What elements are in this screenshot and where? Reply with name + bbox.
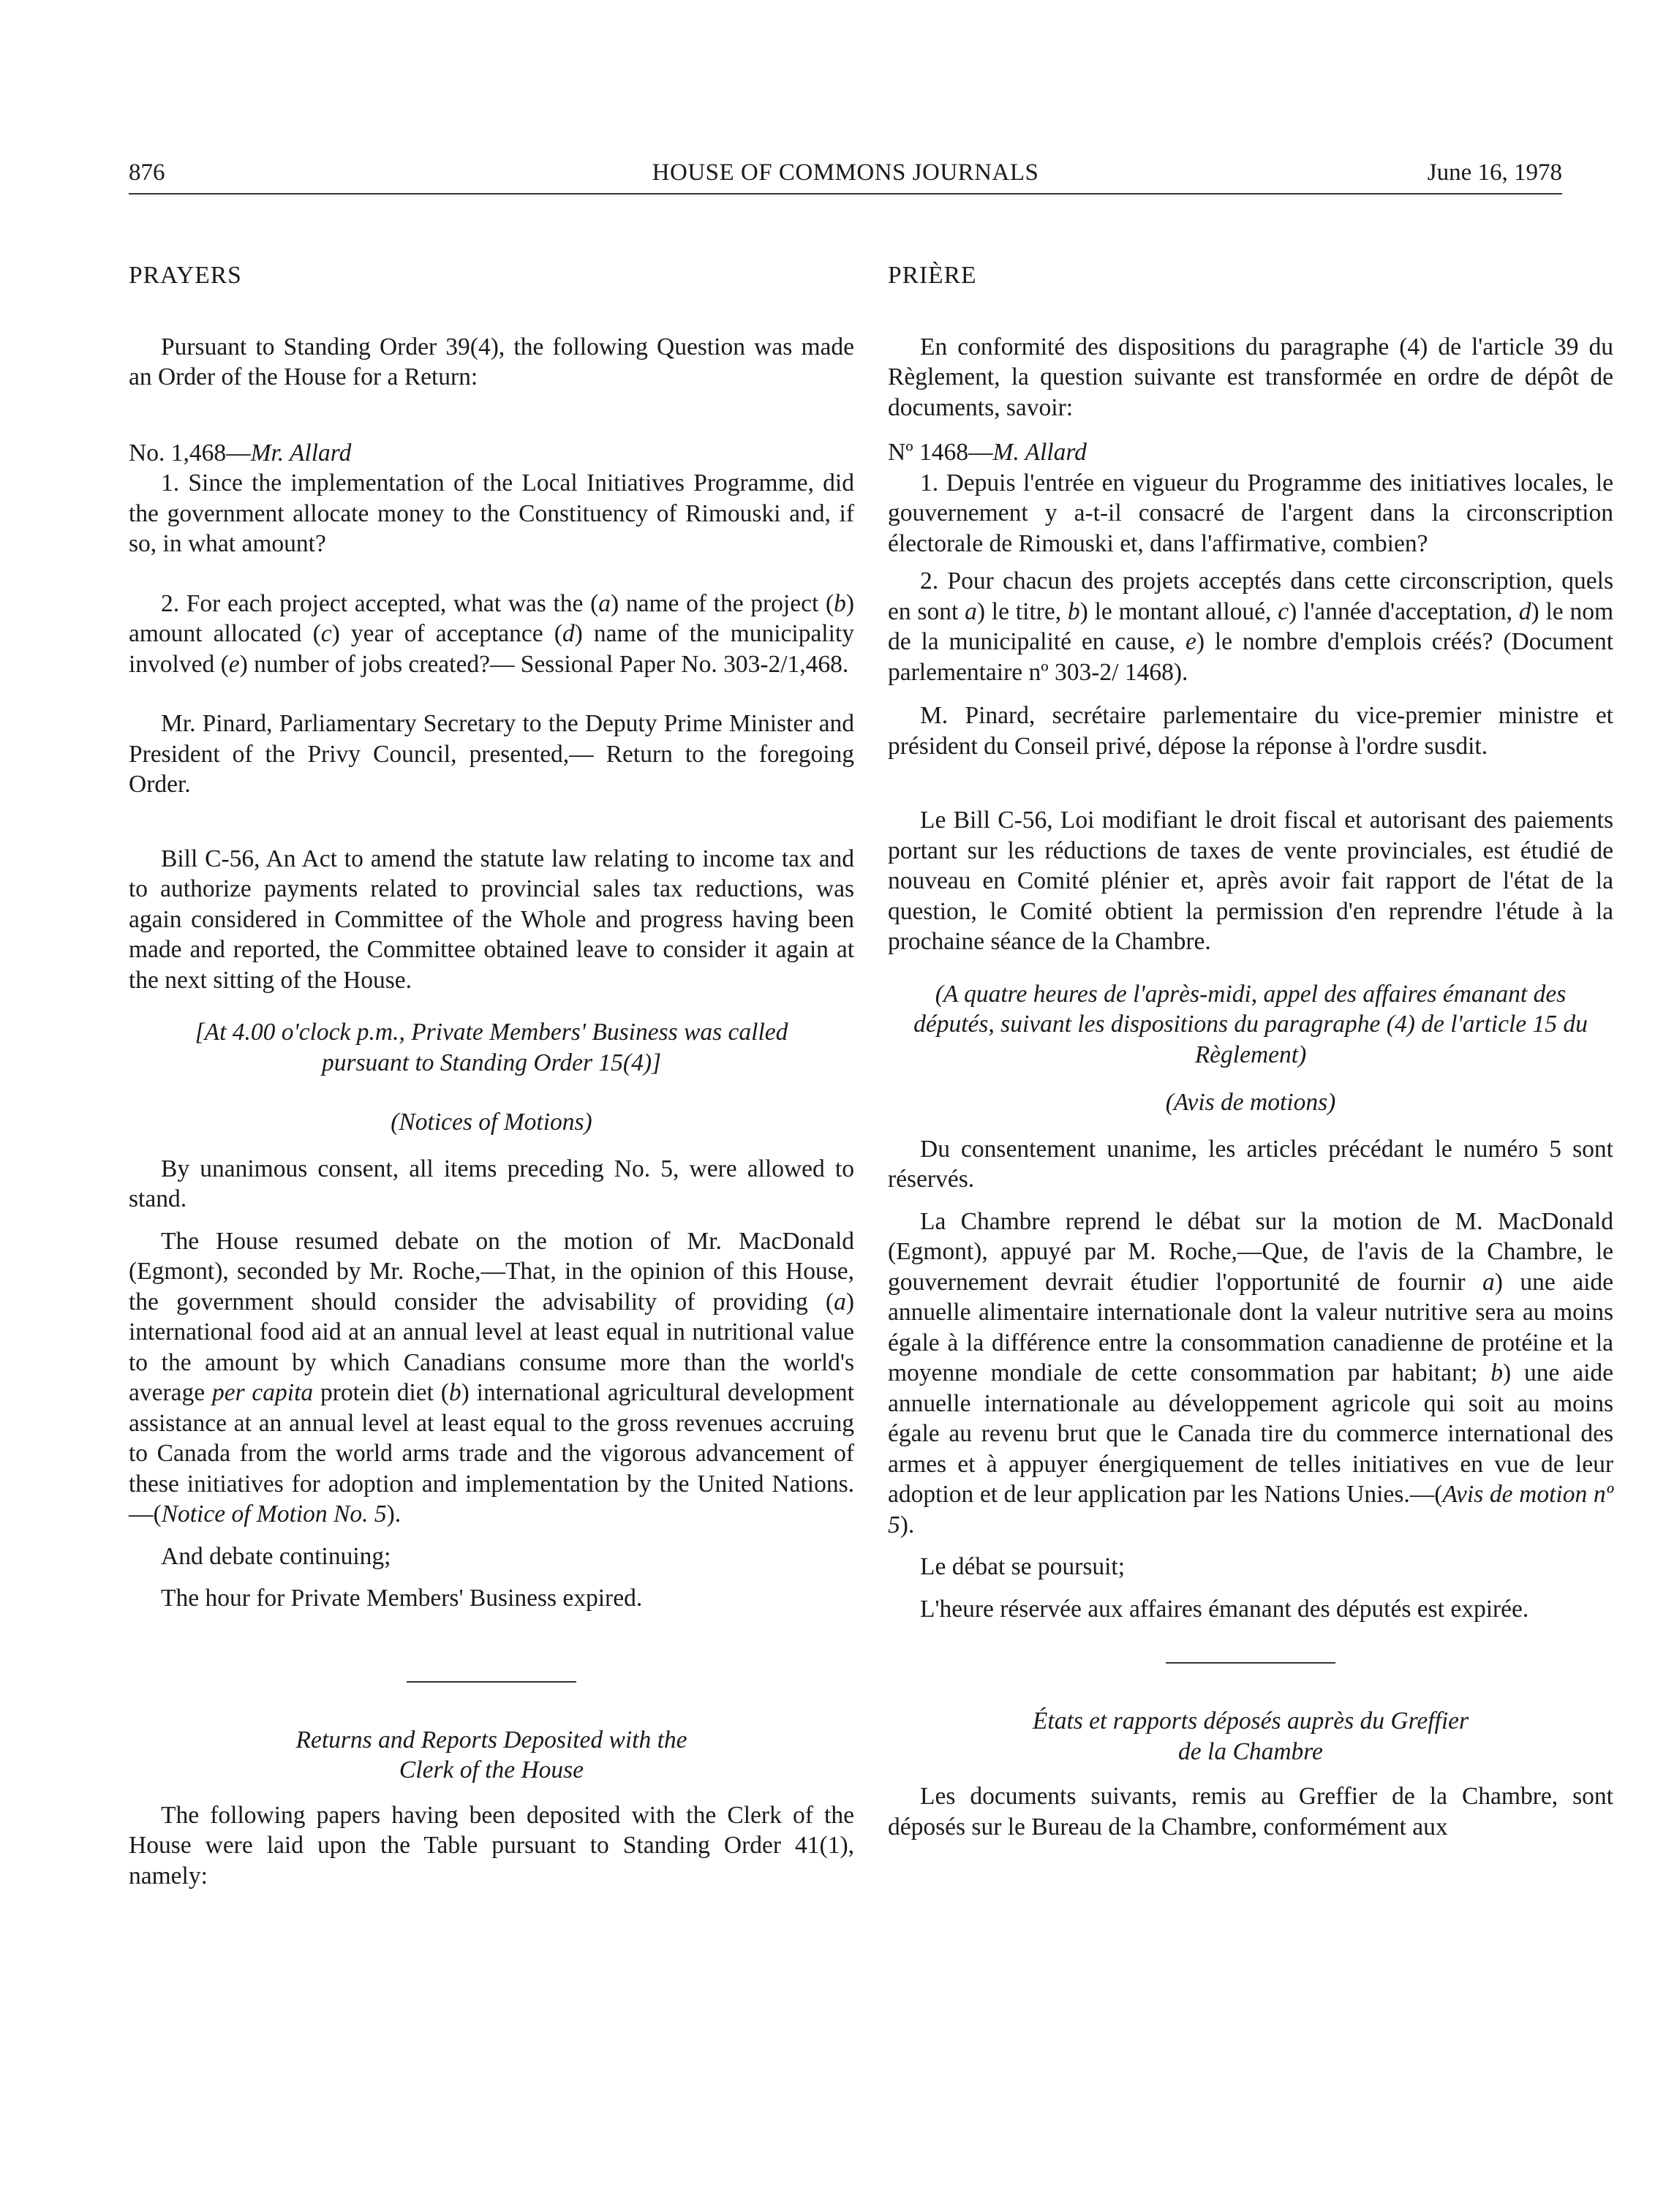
english-column — [129, 260, 854, 1891]
question-heading: No. 1,468—Mr. Allard — [129, 439, 352, 467]
journal-title: HOUSE OF COMMONS JOURNALS — [652, 159, 1039, 186]
unanimous-consent: By unanimous consent, all items preceding No. 5, were allowed to stand. — [129, 1155, 854, 1212]
question-heading-fr: Nº 1468—M. Allard — [888, 439, 1087, 466]
notices-heading-fr: (Avis de motions) — [1165, 1089, 1336, 1116]
question-member-fr: M. Allard — [992, 439, 1087, 466]
question-part-2-fr: 2. Pour chacun des projets acceptés dans cette circonscription, quels en sont a) le titre, b) le montant alloué, c) l'année d'acceptation, d) le nom de la municipalité en cause, e) le nombre d'emplois créés? (Document parlementaire nº 303-2/ 1468). — [888, 567, 1614, 686]
hour-expired-fr: L'heure réservée aux affaires émanant des députés est expirée. — [920, 1595, 1529, 1623]
standing-order-intro-fr: En conformité des dispositions du paragraphe (4) de l'article 39 du Règlement, la question suivante est transformée en ordre de dépôt de documents, savoir: — [888, 333, 1613, 421]
french-column — [888, 260, 1613, 1842]
unanimous-consent-fr: Du consentement unanime, les articles précédant le numéro 5 sont réservés. — [888, 1135, 1613, 1193]
sitting-date: June 16, 1978 — [1427, 159, 1562, 186]
question-number: No. 1,468 — [129, 439, 227, 467]
section-separator-fr — [1166, 1662, 1335, 1664]
section-heading-priere: PRIÈRE — [888, 262, 977, 289]
question-part-1-fr: 1. Depuis l'entrée en vigueur du Programme des initiatives locales, le gouvernement y a-t-il consacré de l'argent dans la circonscription électorale de Rimouski et, dans l'affirmative, combien? — [888, 469, 1613, 557]
bill-c56-paragraph-fr: Le Bill C-56, Loi modifiant le droit fiscal et autorisant des paiements portant sur les réductions de taxes de vente provinciales, est étudié de nouveau en Comité plénier et, après avoir fait rapport de l'état de la question, le Comité obtient la permission d'en reprendre l'étude à la prochaine séance de la Chambre. — [888, 807, 1613, 955]
section-separator — [407, 1681, 576, 1683]
question-part-1: 1. Since the implementation of the Local Initiatives Programme, did the government allocate money to the Constituency of Rimouski and, if so, in what amount? — [129, 469, 854, 557]
notices-heading: (Notices of Motions) — [391, 1109, 592, 1136]
papers-deposited: The following papers having been deposited with the Clerk of the House were laid upon the Table pursuant to Standing Order 41(1), namely: — [129, 1801, 854, 1890]
hour-expired: The hour for Private Members' Business expired. — [161, 1585, 643, 1612]
question-number-fr: Nº 1468 — [888, 439, 968, 466]
motion-paragraph: The House resumed debate on the motion of Mr. MacDonald (Egmont), seconded by Mr. Roche,—That, in the opinion of this House, the government should consider the advisability of providing (a) international food aid at an annual level at least equal in nutritional value to the amount by which Canadians consume more than the world's average per capita protein diet (b) international agricultural development assistance at an annual level at least equal to the gross revenues accruing to Canada from the world arms trade and the vigorous advancement of these initiatives for adoption and implementation by the United Nations.—(Notice of Motion No. 5). — [129, 1227, 854, 1528]
return-presented: Mr. Pinard, Parliamentary Secretary to the Deputy Prime Minister and President of the Privy Council, presented,— Return to the foregoing Order. — [129, 710, 854, 798]
standing-order-intro: Pursuant to Standing Order 39(4), the following Question was made an Order of the House for a Return: — [129, 333, 854, 390]
private-members-note-fr: (A quatre heures de l'après-midi, appel des affaires émanant des députés, suivant les dispositions du paragraphe (4) de l'article 15 du Règlement) — [913, 980, 1588, 1068]
page-number: 876 — [129, 159, 165, 186]
question-member: Mr. Allard — [250, 439, 352, 467]
header-rule — [129, 193, 1562, 195]
private-members-note: [At 4.00 o'clock p.m., Private Members' Business was called pursuant to Standing Order 15(4)] — [195, 1019, 788, 1076]
bill-c56-paragraph: Bill C-56, An Act to amend the statute law relating to income tax and to authorize payments related to provincial sales tax reductions, was again considered in Committee of the Whole and progress having been made and reported, the Committee obtained leave to consider it again at the next sitting of the House. — [129, 845, 854, 994]
papers-deposited-fr: Les documents suivants, remis au Greffier de la Chambre, sont déposés sur le Bureau de la Chambre, conformément aux — [888, 1783, 1613, 1841]
return-presented-fr: M. Pinard, secrétaire parlementaire du vice-premier ministre et président du Conseil privé, dépose la réponse à l'ordre susdit. — [888, 702, 1613, 760]
question-part-2: 2. For each project accepted, what was the (a) name of the project (b) amount allocated (c) year of acceptance (d) name of the municipality involved (e) number of jobs created?— Sessional Paper No. 303-2/1,468. — [129, 589, 854, 678]
returns-heading: Returns and Reports Deposited with the Clerk of the House — [295, 1726, 687, 1783]
debate-continuing: And debate continuing; — [161, 1542, 391, 1570]
returns-heading-fr: États et rapports déposés auprès du Greffier de la Chambre — [1032, 1707, 1469, 1765]
debate-continuing-fr: Le débat se poursuit; — [920, 1553, 1126, 1580]
section-heading-prayers: PRAYERS — [129, 262, 242, 289]
motion-paragraph-fr: La Chambre reprend le débat sur la motion de M. MacDonald (Egmont), appuyé par M. Roche,—Que, de l'avis de la Chambre, le gouvernement devrait étudier l'opportunité de fournir a) une aide annuelle alimentaire internationale dont la valeur nutritive sera au moins égale à la différence entre la consommation canadienne de protéine et la moyenne mondiale de cette consommation par habitant; b) une aide annuelle internationale au développement agricole qui soit au moins égale au revenu brut que le Canada tire du commerce international des armes et à appuyer énergiquement de telles initiatives en vue de leur adoption et de leur application par les Nations Unies.—(Avis de motion nº 5). — [888, 1207, 1613, 1539]
